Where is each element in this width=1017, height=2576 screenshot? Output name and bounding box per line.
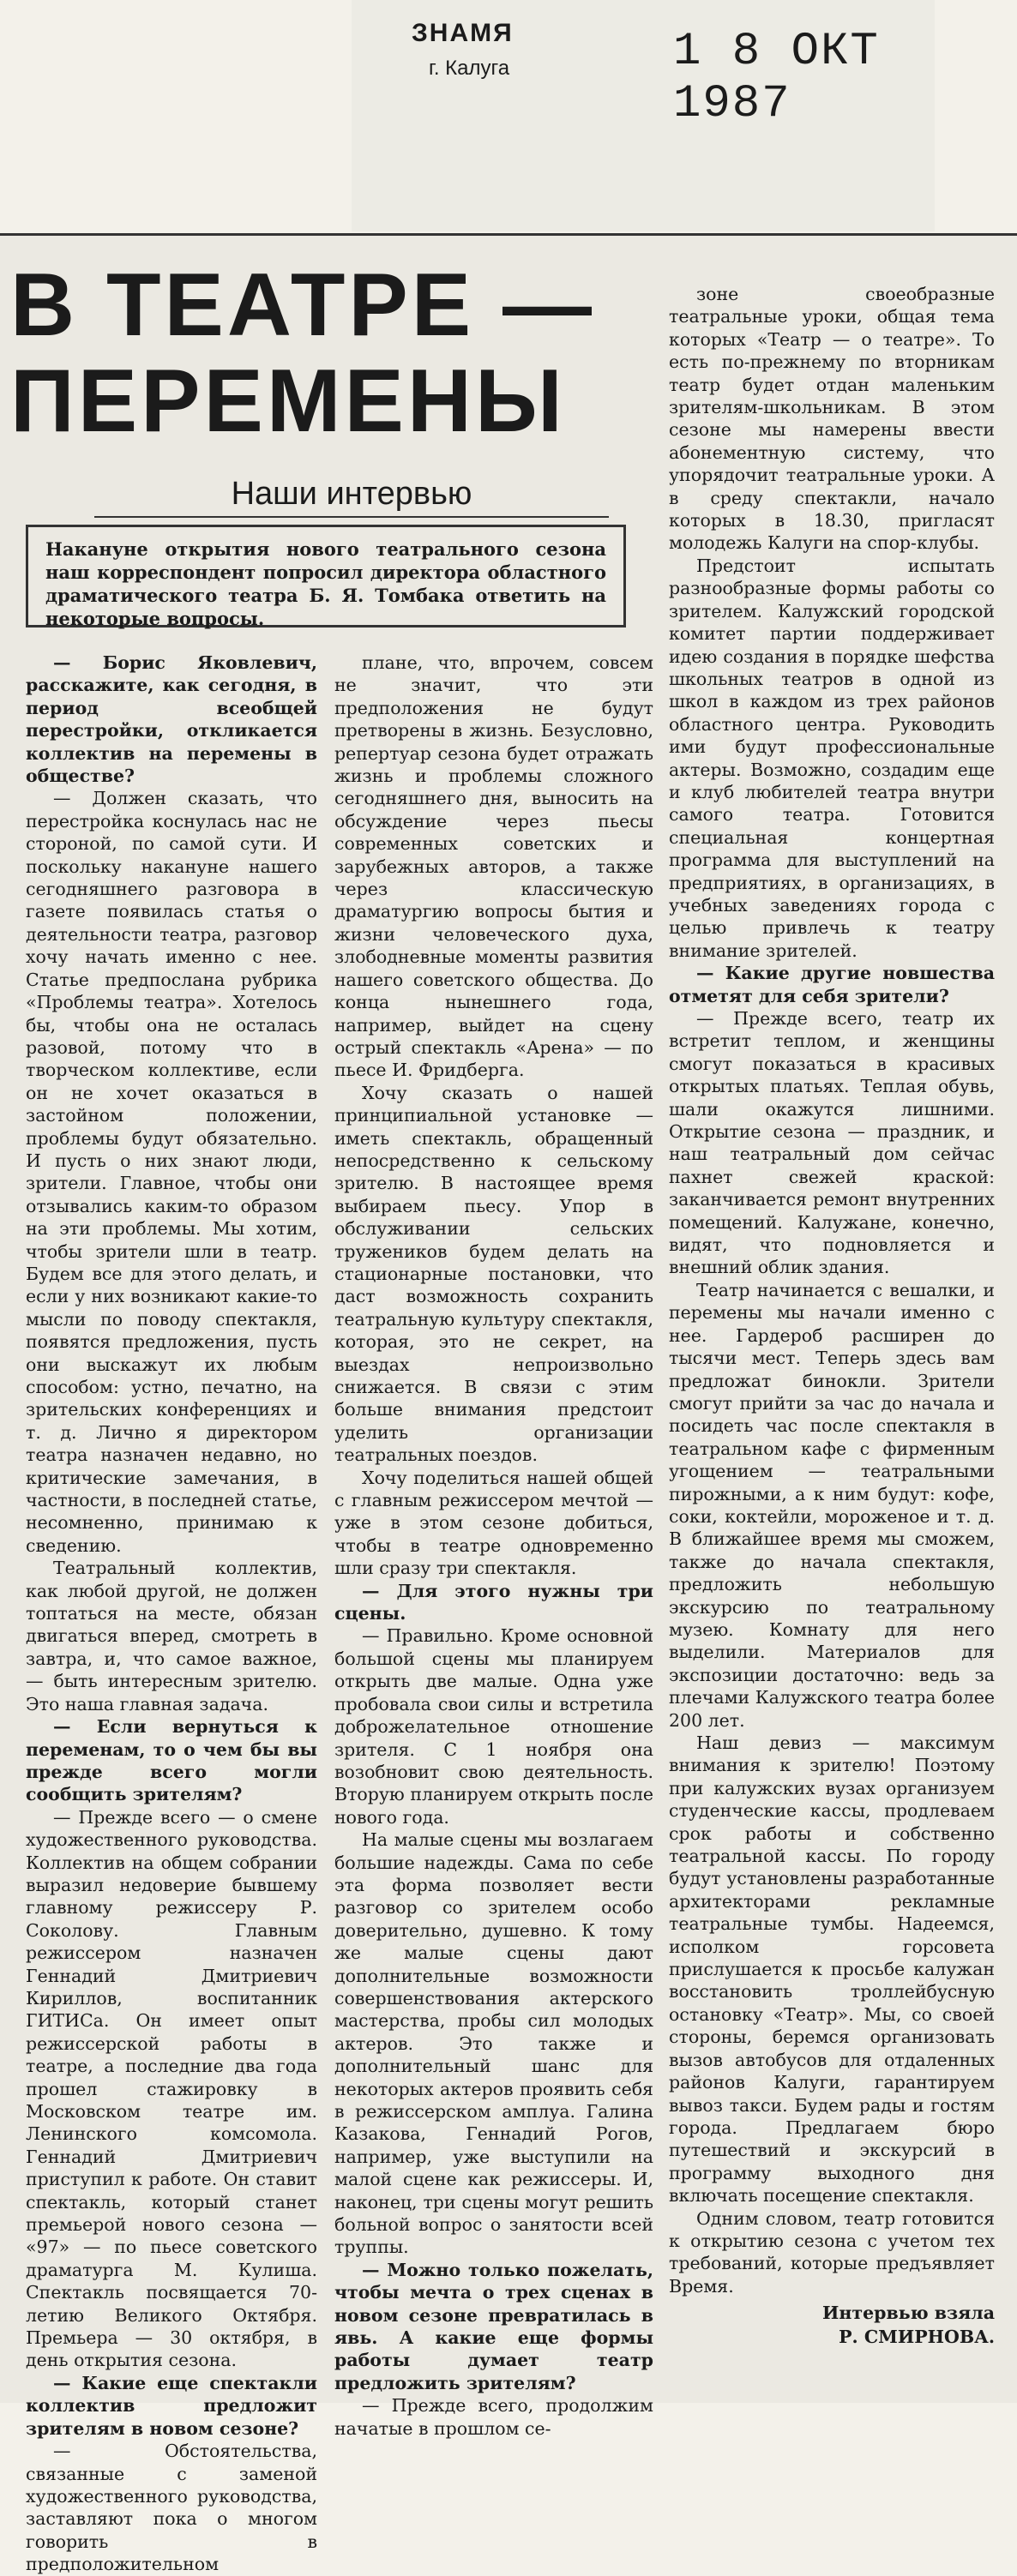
answer-paragraph: Предстоит испытать разнообразные формы работы со зрителем. Калужский городской комитет партии поддерживает идею создания в порядке шефства школьных театров в одной из школ в каждом из трех районов областного центра. Руководить ими будут профессиональные актеры. Возможно, создадим еще и клуб любителей театра внутри самого театра. Готовится специальная концертная программа для выступлений на предприятиях, в организациях, в учебных заведениях города с целью привлечь к театру внимание зрителей. [669, 555, 995, 961]
date-stamp: 1 8 ОКТ 1987 [673, 26, 880, 130]
question-paragraph: — Какие другие новшества отметят для себя зрители? [669, 963, 995, 1006]
answer-paragraph: зоне своеобразные театральные уроки, общая тема которых «Театр — о театре». То есть по-прежнему по вторникам театр будет отдан маленьким зрителям-школьникам. В этом сезоне мы намерены ввести абонементную систему, что упорядочит театральные уроки. А в среду спектакли, начало которых в 18.30, пригласят молодежь Калуги на спор-клубы. [669, 284, 995, 554]
answer-paragraph: На малые сцены мы возлагаем большие надежды. Сама по себе эта форма позволяет вести разговор со зрителем особо доверительно, душевно. К тому же малые сцены дают дополнительные возможности совершенствования актерского мастерства, пробы сил молодых актеров. Это также и дополнительный шанс для некоторых актеров проявить себя в режиссерском амплуа. Галина Казакова, Геннадий Рогов, например, уже выступили на малой сцене как режиссеры. И, наконец, три сцены могут решить больной вопрос о занятости всей труппы. [334, 1829, 653, 2258]
answer-paragraph: Хочу поделиться нашей общей с главным режиссером мечтой — уже в этом сезоне добиться, чтобы в театре одновременно шли сразу три спектакля. [334, 1467, 653, 1579]
question-paragraph: — Если вернуться к переменам, то о чем бы вы прежде всего могли сообщить зрителям? [26, 1716, 317, 1805]
headline-line-2: ПЕРЕМЕНЫ [10, 351, 566, 451]
question-paragraph: — Можно только пожелать, чтобы мечта о трех сценах в новом сезоне превратилась в явь. А какие еще формы работы думает театр предложить зрителям? [334, 2259, 653, 2393]
answer-paragraph: — Правильно. Кроме основной большой сцены мы планируем открыть две малые. Одна уже пробовала свои силы и встретила доброжелательное отношение зрителя. С 1 ноября она возобновит свою деятельность. Вторую планируем открыть после нового года. [334, 1625, 653, 1828]
question-paragraph: — Для этого нужны три сцены. [334, 1580, 653, 1624]
question-paragraph: — Какие еще спектакли коллектив предложит зрителям в новом сезоне? [26, 2372, 317, 2439]
question-paragraph: — Борис Яковлевич, расскажите, как сегодня, в период всеобщей перестройки, откликается коллектив на перемены в обществе? [26, 652, 317, 787]
rubric-label: Наши интервью [94, 476, 609, 518]
signature [669, 2301, 995, 2349]
column-1 [26, 652, 317, 2576]
answer-paragraph: — Должен сказать, что перестройка коснулась нас не стороной, по самой сути. И поскольку накануне нашего сегодняшнего разговора в газете появилась статья о деятельности театра, разговор хочу начать именно с нее. Статье предпослана рубрика «Проблемы театра». Хотелось бы, чтобы она не осталась разовой, потому что в творческом коллективе, если он не хочет оказаться в застойном положении, проблемы будут обязательно. И пусть о них знают люди, зрители. Главное, чтобы они отзывались каким-то образом на эти проблемы. Мы хотим, чтобы зрители шли в театр. Будем все для этого делать, и если у них возникают какие-то мысли по поводу спектакля, появятся предложения, пусть они выскажут их любым способом: устно, печатно, на зрительских конференциях и т. д. Лично я директором театра назначен недавно, но критические замечания, в частности, в последней статье, несомненно, принимаю к сведению. [26, 788, 317, 1556]
column-3 [669, 283, 995, 2349]
answer-paragraph: Театральный коллектив, как любой другой, не должен топтаться на месте, обязан двигаться вперед, смотреть в завтра, и, что самое важное, — быть интересным зрителю. Это наша главная задача. [26, 1558, 317, 1714]
answer-paragraph: — Прежде всего — о смене художественного руководства. Коллектив на общем собрании выразил недоверие бывшему главному режиссеру Р. Соколову. Главным режиссером назначен Геннадий Дмитриевич Кириллов, воспитанник ГИТИСа. Он имеет опыт режиссерской работы в театре, а последние два года прошел стажировку в Московском театре им. Ленинского комсомола. Геннадий Дмитриевич приступил к работе. Он ставит спектакль, который станет премьерой нового сезона — «97» — по пьесе советского драматурга М. Кулиша. Спектакль посвящается 70-летию Великого Октября. Премьера — 30 октября, в день открытия сезона. [26, 1806, 317, 2371]
signature-author: Р. СМИРНОВА. [839, 2327, 995, 2348]
answer-paragraph: Наш девиз — максимум внимания к зрителю! Поэтому при калужских вузах организуем студенческие кассы, продлеваем срок работы и собственно театральной кассы. По городу будут установлены разработанные архитекторами рекламные театральные тумбы. Надеемся, исполком горсовета прислушается к просьбе калужан восстановить троллейбусную остановку «Театр». Мы, со своей стороны, беремся организовать вызов автобусов для отдаленных районов Калуги, гарантируем вывоз такси. Будем рады и гостям города. Предлагаем бюро путешествий и экскурсий в программу выходного дня включать посещение спектакля. [669, 1732, 995, 2207]
headline [10, 257, 645, 449]
publication-city: г. Калуга [429, 57, 510, 80]
answer-paragraph: Хочу сказать о нашей принципиальной установке — иметь спектакль, обращенный непосредственно к сельскому зрителю. В настоящее время выбираем пьесу. Упор в обслуживании сельских тружеников будем делать на стационарные постановки, что даст возможность сохранить театральную культуру спектакля, которая, это не секрет, на выездах непроизвольно снижается. В связи с этим больше внимания предстоит уделить организации театральных поездов. [334, 1082, 653, 1466]
answer-paragraph: — Прежде всего, театр их встретит теплом, и женщины смогут показаться в красивых открытых платьях. Теплая обувь, шали окажутся лишними. Открытие сезона — праздник, и наш театральный дом сейчас пахнет свежей краской: заканчивается ремонт внутренних помещений. Калужане, конечно, видят, что подновляется и внешний облик здания. [669, 1008, 995, 1278]
answer-paragraph: Театр начинается с вешалки, и перемены мы начали именно с нее. Гардероб расширен до тысячи мест. Теперь здесь вам предложат бинокли. Зрители смогут прийти за час до начала и посидеть час после спектакля в театральном кафе с фирменным угощением — театральными пирожными, а к ним будут: кофе, соки, коктейли, мороженое и т. д. В ближайшее время мы сможем, также до начала спектакля, предложить небольшую экскурсию по театральному музею. Комнату для него выделили. Материалов для экспозиции достаточно: ведь за плечами Калужского театра более 200 лет. [669, 1279, 995, 1731]
answer-paragraph: Одним словом, театр готовится к открытию сезона с учетом тех требований, которые предъявляет Время. [669, 2207, 995, 2297]
headline-line-1: В ТЕАТРЕ — [10, 255, 595, 355]
answer-paragraph: плане, что, впрочем, совсем не значит, что эти предположения не будут претворены в жизнь. Безусловно, репертуар сезона будет отражать жизнь и проблемы сложного сегодняшнего дня, выносить на обсуждение через пьесы современных советских и зарубежных авторов, а также через классическую драматургию вопросы бытия и жизни человеческого духа, злободневные моменты развития нашего советского общества. До конца нынешнего года, например, выйдет на сцену острый спектакль «Арена» — по пьесе И. Фридберга. [334, 652, 653, 1081]
column-2 [334, 652, 653, 2440]
answer-paragraph: — Обстоятельства, связанные с заменой художественного руководства, заставляют пока о многом говорить в предположительном [26, 2441, 317, 2575]
answer-paragraph: — Прежде всего, продолжим начатые в прошлом се- [334, 2395, 653, 2439]
lead-paragraph: Накануне открытия нового театрального сезона наш корреспондент попросил директора областного драматического театра Б. Я. Томбака ответить на некоторые вопросы. [26, 525, 626, 627]
signature-caption: Интервью взяла [822, 2303, 995, 2324]
publication-stamp: ЗНАМЯ [412, 19, 514, 47]
